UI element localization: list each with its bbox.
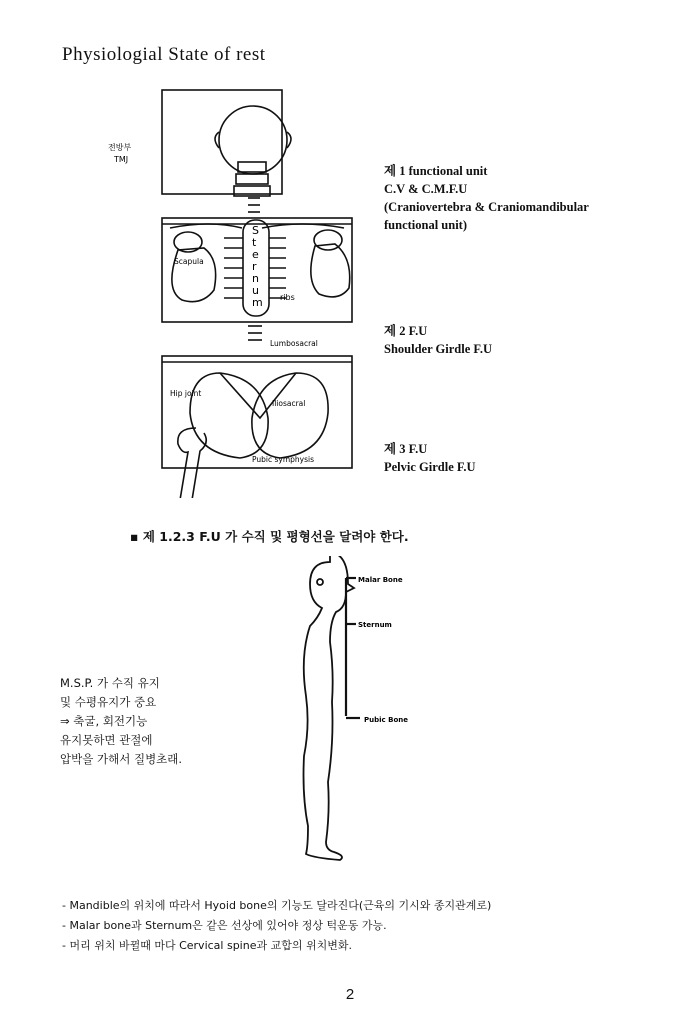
page-number: 2 (345, 986, 355, 1003)
label-hip-joint: Hip joint (170, 389, 202, 398)
unit-2-line-1: Shoulder Girdle F.U (384, 342, 493, 356)
ilium-left (190, 373, 268, 458)
label-ribs: ribs (280, 293, 295, 302)
scapula-right (311, 244, 350, 297)
bullet-item-3: - 머리 위치 바뀔때 마다 Cervical spine과 교합의 위치변화. (62, 939, 352, 952)
msp-note (60, 674, 182, 769)
sternum-letter: n (252, 272, 259, 285)
ribs-right (269, 238, 286, 298)
label-pubic-bone: Pubic Bone (364, 716, 408, 724)
unit-3-line-1: Pelvic Girdle F.U (384, 460, 476, 474)
sternum-letter: m (252, 296, 263, 309)
sternum-letter: e (252, 248, 259, 261)
skull-outline (219, 106, 287, 174)
label-tmj: TMJ (114, 155, 129, 164)
msp-line-3: ⇒ 축굴, 회전기능 (60, 714, 148, 728)
functional-units-diagram (100, 88, 360, 498)
unit-1-line-2: (Craniovertebra & Craniomandibular (384, 200, 589, 214)
sacrum (220, 373, 296, 418)
bullet-item-1: - Mandible의 위치에 따라서 Hyoid bone의 기능도 달라진다(근육의 기시와 종지관계로) (62, 899, 492, 912)
sternum-letter: S (252, 224, 259, 237)
vertebra-c1 (238, 162, 266, 172)
label-sternum: Sternum (358, 621, 392, 629)
body-side-view-figure (290, 556, 430, 866)
craniovertebral-frame (162, 90, 282, 194)
label-tmj-korean: 전방부 (108, 143, 132, 152)
msp-line-4: 유지못하면 관절에 (60, 733, 153, 747)
sternum-letter: t (252, 236, 257, 249)
bullet-item-2: - Malar bone과 Sternum은 같은 선상에 있어야 정상 턱운동 가능. (62, 919, 387, 932)
ear-circle (317, 579, 323, 585)
unit-3-heading: 제 3 F.U (384, 442, 428, 456)
unit-3-text (384, 440, 476, 476)
alignment-note: ▪ 제 1.2.3 F.U 가 수직 및 평형선을 달려야 한다. (130, 529, 409, 544)
sternum-letter: u (252, 284, 259, 297)
label-iliosacral: Iliosacral (272, 399, 306, 408)
label-scapula: Scapula (174, 257, 204, 266)
label-malar-bone: Malar Bone (358, 576, 403, 584)
unit-1-line-3: functional unit) (384, 218, 468, 232)
msp-line-1: M.S.P. 가 수직 유지 (60, 676, 160, 690)
unit-2-text (384, 322, 492, 358)
page-title: Physiologial State of rest (62, 44, 266, 65)
label-pubic-symphysis: Pubic symphysis (252, 455, 314, 464)
unit-1-heading: 제 1 functional unit (384, 164, 488, 178)
vertebra-c2 (236, 174, 268, 184)
unit-1-line-1: C.V & C.M.F.U (384, 182, 468, 196)
msp-line-5: 압박을 가해서 질병초래. (60, 752, 183, 766)
unit-1-text (384, 162, 589, 234)
label-lumbosacral: Lumbosacral (270, 339, 318, 348)
ribs-left (224, 238, 243, 298)
bullet-list (62, 896, 491, 956)
label-sternum-letters (252, 224, 263, 309)
msp-line-2: 및 수평유지가 중요 (60, 695, 157, 709)
unit-2-heading: 제 2 F.U (384, 324, 428, 338)
sternum-letter: r (252, 260, 257, 273)
